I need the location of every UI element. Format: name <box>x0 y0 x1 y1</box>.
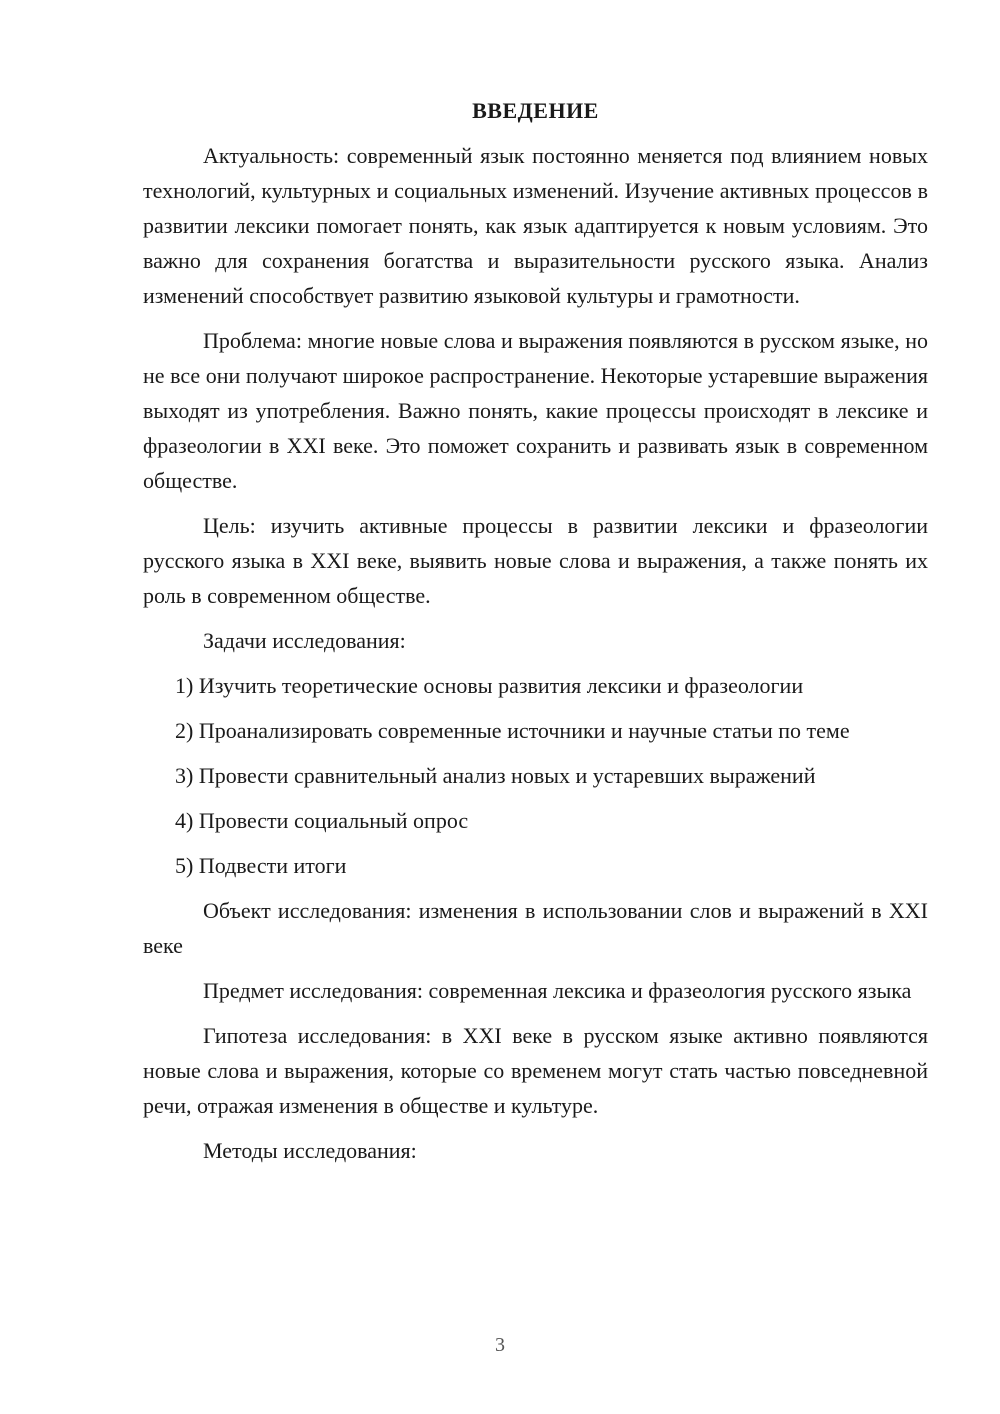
methods-heading: Методы исследования: <box>203 1138 417 1163</box>
list-item: 3) Провести сравнительный анализ новых и устаревших выражений <box>175 763 816 788</box>
paragraph-hypothesis: Гипотеза исследования: в XXI веке в русском языке активно появляются новые слова и выражения, которые со временем могут стать частью повседневной речи, отражая изменения в обществе и культуре. <box>143 1023 928 1118</box>
paragraph-goal: Цель: изучить активные процессы в развитии лексики и фразеологии русского языка в XXI веке, выявить новые слова и выражения, а также понять их роль в современном обществе. <box>143 513 928 608</box>
list-item: 1) Изучить теоретические основы развития лексики и фразеологии <box>175 673 804 698</box>
tasks-heading: Задачи исследования: <box>203 628 406 653</box>
paragraph-problem: Проблема: многие новые слова и выражения появляются в русском языке, но не все они получают широкое распространение. Некоторые устаревшие выражения выходят из употребления. Важно понять, какие процессы происходят в лексике и фразеологии в XXI веке. Это поможет сохранить и развивать язык в современном обществе. <box>143 328 928 493</box>
paragraph-relevance: Актуальность: современный язык постоянно меняется под влиянием новых технологий, культурных и социальных изменений. Изучение активных процессов в развитии лексики помогает понять, как язык адаптируется к новым условиям. Это важно для сохранения богатства и выразительности русского языка. Анализ изменений способствует развитию языковой культуры и грамотности. <box>143 143 928 308</box>
list-item: 2) Проанализировать современные источники и научные статьи по теме <box>175 718 850 743</box>
section-title: ВВЕДЕНИЕ <box>472 98 599 123</box>
tasks-list <box>143 668 928 883</box>
page-number: 3 <box>495 1334 505 1356</box>
document-page <box>143 96 928 1178</box>
list-item: 5) Подвести итоги <box>175 853 347 878</box>
paragraph-object: Объект исследования: изменения в использовании слов и выражений в XXI веке <box>143 898 928 958</box>
paragraph-subject: Предмет исследования: современная лексика и фразеология русского языка <box>203 978 912 1003</box>
list-item: 4) Провести социальный опрос <box>175 808 469 833</box>
